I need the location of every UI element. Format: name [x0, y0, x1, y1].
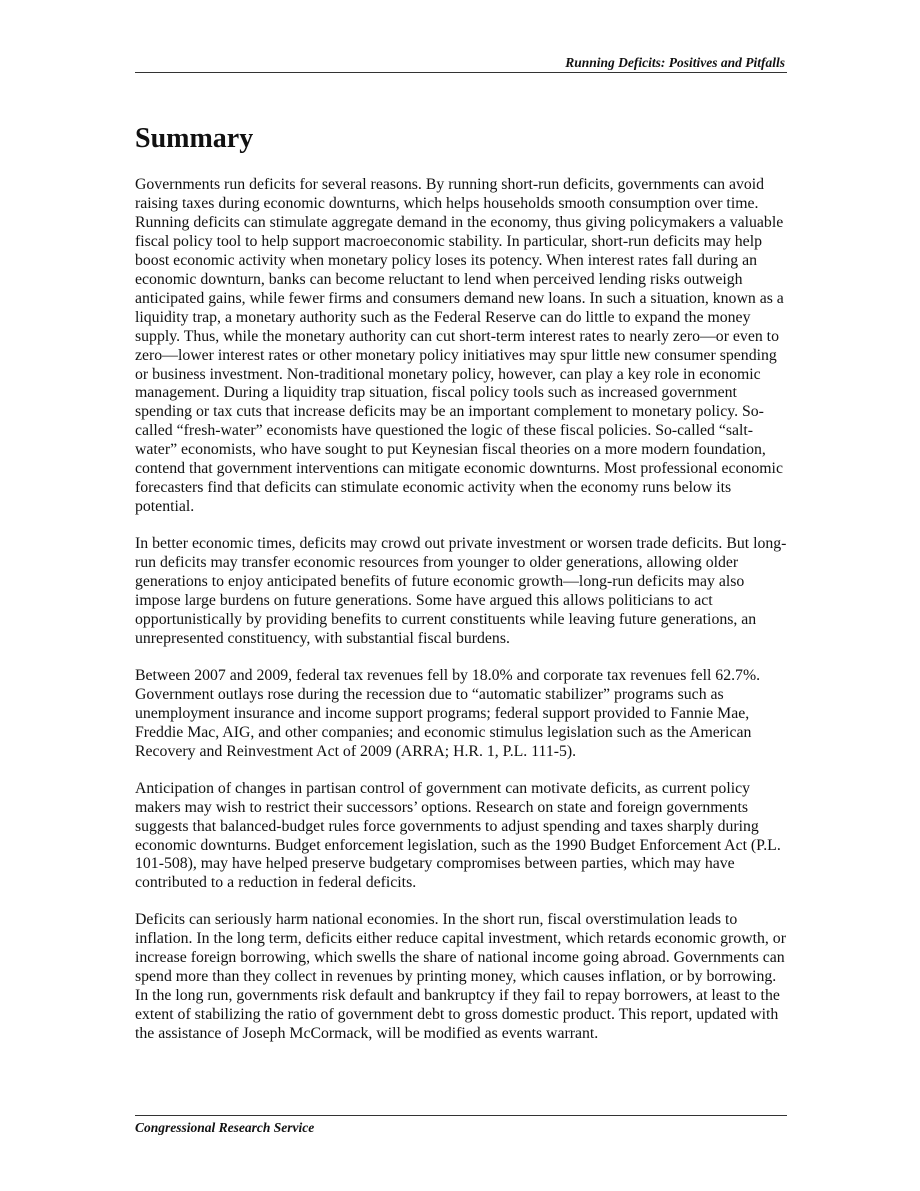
header-divider: [135, 72, 787, 73]
paragraph: Governments run deficits for several reasons. By running short-run deficits, governments can avoid raising taxes during economic downturns, which helps households smooth consumption over time. Running deficits can stimulate aggregate demand in the economy, thus giving policymakers a valuable fiscal policy tool to help support macroeconomic stability. In particular, short-run deficits may help boost economic activity when monetary policy loses its potency. When interest rates fall during an economic downturn, banks can become reluctant to lend when perceived lending risks outweigh anticipated gains, while fewer firms and consumers demand new loans. In such a situation, known as a liquidity trap, a monetary authority such as the Federal Reserve can do little to expand the money supply. Thus, while the monetary authority can cut short-term interest rates to nearly zero—or even to zero—lower interest rates or other monetary policy initiatives may spur little new consumer spending or business investment. Non-traditional monetary policy, however, can play a key role in economic management. During a liquidity trap situation, fiscal policy tools such as increased government spending or tax cuts that increase deficits may be an important complement to monetary policy. So-called “fresh-water” economists have questioned the logic of these fiscal policies. So-called “salt-water” economists, who have sought to put Keynesian fiscal theories on a more modern foundation, contend that government interventions can mitigate economic downturns. Most professional economic forecasters find that deficits can stimulate economic activity when the economy runs below its potential.: [135, 176, 784, 516]
page-title: Summary: [135, 123, 254, 154]
paragraph: Deficits can seriously harm national economies. In the short run, fiscal overstimulation leads to inflation. In the long term, deficits either reduce capital investment, which retards economic growth, or increase foreign borrowing, which swells the share of national income going abroad. Governments can spend more than they collect in revenues by printing money, which causes inflation, or by borrowing. In the long run, governments risk default and bankruptcy if they fail to repay borrowers, at least to the extent of stabilizing the ratio of government debt to gross domestic product. This report, updated with the assistance of Joseph McCormack, will be modified as events warrant.: [135, 911, 786, 1043]
paragraph: Anticipation of changes in partisan control of government can motivate deficits, as current policy makers may wish to restrict their successors’ options. Research on state and foreign governments suggests that balanced-budget rules force governments to adjust spending and taxes sharply during economic downturns. Budget enforcement legislation, such as the 1990 Budget Enforcement Act (P.L. 101-508), may have helped preserve budgetary compromises between parties, which may have contributed to a reduction in federal deficits.: [135, 779, 781, 892]
footer-publisher: Congressional Research Service: [135, 1120, 315, 1135]
footer-divider: [135, 1115, 787, 1116]
running-header: Running Deficits: Positives and Pitfalls: [565, 55, 785, 70]
paragraph: In better economic times, deficits may crowd out private investment or worsen trade deficits. But long-run deficits may transfer economic resources from younger to older generations, allowing older generations to enjoy anticipated benefits of future economic growth—long-run deficits may also impose large burdens on future generations. Some have argued this allows politicians to act opportunistically by providing benefits to current constituents while leaving future generations, an unrepresented constituency, with substantial fiscal burdens.: [135, 535, 787, 647]
summary-body: [135, 176, 787, 1062]
paragraph: Between 2007 and 2009, federal tax revenues fell by 18.0% and corporate tax revenues fell 62.7%. Government outlays rose during the recession due to “automatic stabilizer” programs such as unemployment insurance and income support programs; federal support provided to Fannie Mae, Freddie Mac, AIG, and other companies; and economic stimulus legislation such as the American Recovery and Reinvestment Act of 2009 (ARRA; H.R. 1, P.L. 111-5).: [135, 666, 761, 760]
